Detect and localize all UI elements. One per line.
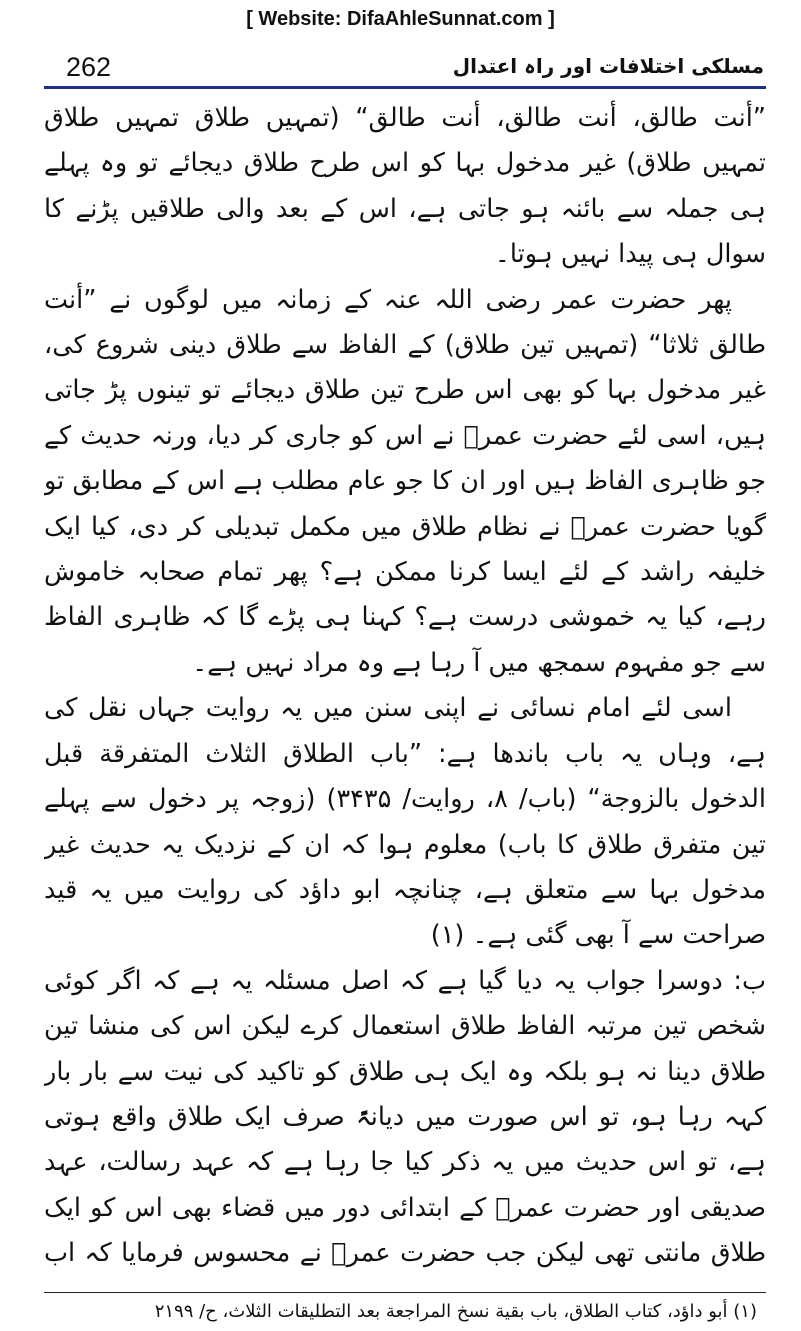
website-banner: [ Website: DifaAhleSunnat.com ] (246, 8, 555, 30)
page-number: 262 (66, 52, 112, 82)
main-text (44, 96, 766, 1278)
paragraph: ب: دوسرا جواب یہ دیا گیا ہے کہ اصل مسئلہ یہ ہے کہ اگر کوئی شخص تین مرتبہ الفاظ طلاق استعمال کرے لیکن اس کی منشا تین طلاق دینا نہ ہو بلکہ وہ ایک ہی طلاق کو تاکید کی نیت سے بار بار کہہ رہا ہو، تو اس صورت میں دیانۃً صرف ایک طلاق واقع ہوتی ہے، تو اس حدیث میں یہ ذکر کیا جا رہا ہے کہ عہد رسالت، عہد صدیقی اور حضرت عمرؓ کے ابتدائی دور میں قضاء بھی اس کو ایک طلاق مانتی تھی لیکن جب حضرت عمرؓ نے محسوس فرمایا کہ اب (44, 965, 766, 1269)
paragraph: ”أنت طالق، أنت طالق، أنت طالق“ (تمہیں طلاق تمہیں طلاق تمہیں طلاق) غیر مدخول بہا کو اس طرح طلاق دیجائے تو وہ پہلے ہی جملہ سے بائنہ ہو جاتی ہے، اس کے بعد والی طلاقیں پڑنے کا سوال ہی پیدا نہیں ہوتا۔ (44, 103, 766, 270)
footnote: (۱) أبو داؤد، کتاب الطلاق، باب بقية نسخ المراجعة بعد التطليقات الثلاث، ح/ ۲۱۹۹ (154, 1301, 757, 1322)
header-rule (44, 86, 766, 89)
footnote-rule (44, 1292, 766, 1293)
paragraph: پھر حضرت عمر رضی اللہ عنہ کے زمانہ میں لوگوں نے ”أنت طالق ثلاثا“ (تمہیں تین طلاق) کے الفاظ سے طلاق دینی شروع کی، غیر مدخول بہا کو بھی اس طرح تین طلاق دیجائے تو تینوں پڑ جاتی ہیں، اسی لئے حضرت عمرؓ نے اس کو جاری کر دیا، ورنہ حدیث کے جو ظاہری الفاظ ہیں اور ان کا جو عام مطلب ہے اس کے مطابق تو گویا حضرت عمرؓ نے نظام طلاق میں مکمل تبدیلی کر دی، کیا ایک خلیفہ راشد کے لئے ایسا کرنا ممکن ہے؟ پھر تمام صحابہ خاموش رہے، کیا یہ خموشی درست ہے؟ کہنا ہی پڑے گا کہ ظاہری الفاظ سے جو مفہوم سمجھ میں آ رہا ہے وہ مراد نہیں ہے۔ (44, 284, 766, 678)
running-header (44, 48, 764, 84)
paragraph: اسی لئے امام نسائی نے اپنی سنن میں یہ روایت جہاں نقل کی ہے، وہاں یہ باب باندھا ہے: ”باب الطلاق الثلاث المتفرقة قبل الدخول بالزوجة“ (باب/ ۸، روایت/ ۳۴۳۵) (زوجہ پر دخول سے پہلے تین متفرق طلاق کا باب) معلوم ہوا کہ ان کے نزدیک یہ حدیث غیر مدخول بہا سے متعلق ہے، چنانچہ ابو داؤد کی روایت میں یہ قید صراحت سے آ بھی گئی ہے۔ (۱) (44, 693, 766, 951)
book-title: مسلکی اختلافات اور راہ اعتدال (452, 54, 764, 78)
